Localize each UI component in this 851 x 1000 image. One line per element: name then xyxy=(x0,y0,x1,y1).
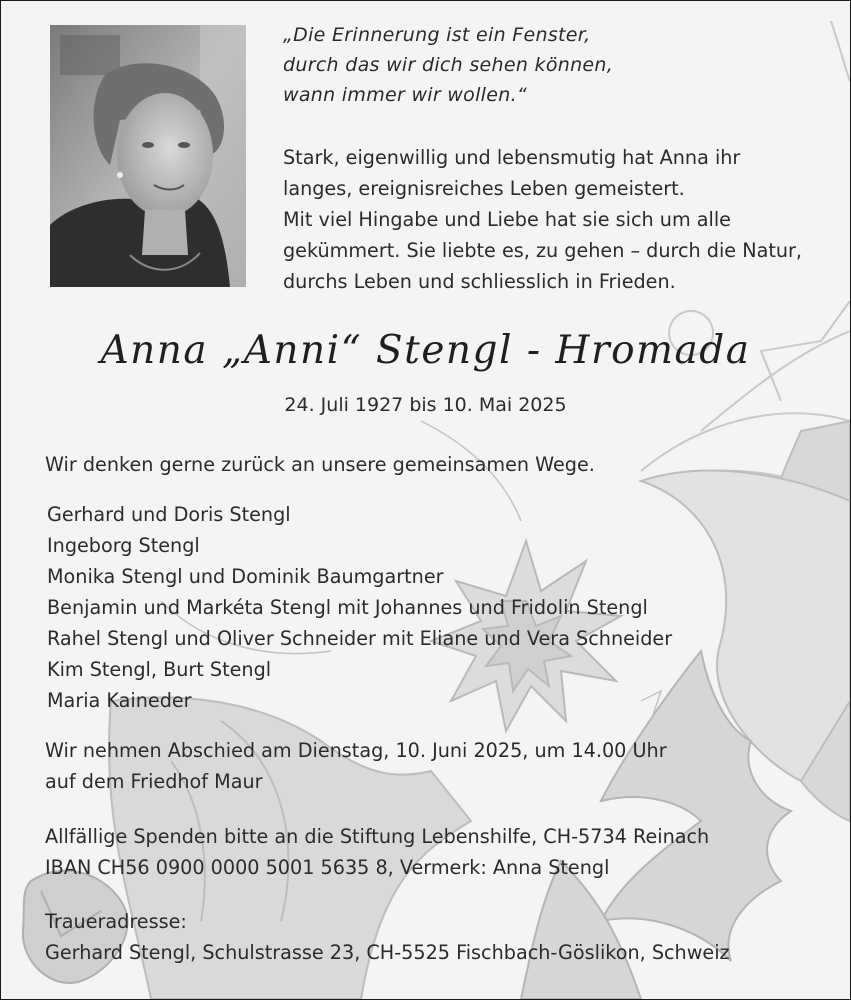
quote-line: wann immer wir wollen.“ xyxy=(283,84,528,106)
family-list xyxy=(47,499,672,716)
tribute-line: durchs Leben und schliesslich in Frieden. xyxy=(283,270,676,293)
family-member: Rahel Stengl und Oliver Schneider mit Eliane und Vera Schneider xyxy=(47,627,673,650)
portrait-illustration xyxy=(50,25,246,287)
family-member: Maria Kaineder xyxy=(47,689,192,712)
donation-iban: IBAN CH56 0900 0000 5001 5635 8, Vermerk: Anna Stengl xyxy=(45,856,610,879)
life-dates: 24. Juli 1927 bis 10. Mai 2025 xyxy=(284,394,567,416)
tribute-line: langes, ereignisreiches Leben gemeistert. xyxy=(283,177,685,200)
donation-info xyxy=(45,821,709,883)
tribute-line: Mit viel Hingabe und Liebe hat sie sich um alle xyxy=(283,208,731,231)
family-member: Kim Stengl, Burt Stengl xyxy=(47,658,272,681)
mourning-address-value: Gerhard Stengl, Schulstrasse 23, CH-5525 Fischbach-Göslikon, Schweiz xyxy=(45,941,730,964)
mourning-address-label: Traueradresse: xyxy=(45,910,187,933)
thanks-line: Wir denken gerne zurück an unsere gemeinsamen Wege. xyxy=(45,453,595,476)
family-member: Gerhard und Doris Stengl xyxy=(47,503,291,526)
ceremony-location: auf dem Friedhof Maur xyxy=(45,770,263,793)
ceremony-date: Wir nehmen Abschied am Dienstag, 10. Juni 2025, um 14.00 Uhr xyxy=(45,739,667,762)
quote-line: „Die Erinnerung ist ein Fenster, xyxy=(283,24,591,46)
family-member: Monika Stengl und Dominik Baumgartner xyxy=(47,565,444,588)
deceased-name: Anna „Anni“ Stengl - Hromada xyxy=(100,328,751,373)
tribute-line: Stark, eigenwillig und lebensmutig hat Anna ihr xyxy=(283,146,741,169)
family-member: Benjamin und Markéta Stengl mit Johannes und Fridolin Stengl xyxy=(47,596,648,619)
quote-line: durch das wir dich sehen können, xyxy=(283,54,614,76)
tribute-text xyxy=(283,142,843,297)
memorial-quote xyxy=(283,20,703,110)
donation-recipient: Allfällige Spenden bitte an die Stiftung Lebenshilfe, CH-5734 Reinach xyxy=(45,825,710,848)
tribute-line: gekümmert. Sie liebte es, zu gehen – durch die Natur, xyxy=(283,239,802,262)
portrait-photo xyxy=(50,25,246,287)
mourning-address xyxy=(45,906,730,968)
ceremony-info xyxy=(45,735,667,797)
family-member: Ingeborg Stengl xyxy=(47,534,200,557)
